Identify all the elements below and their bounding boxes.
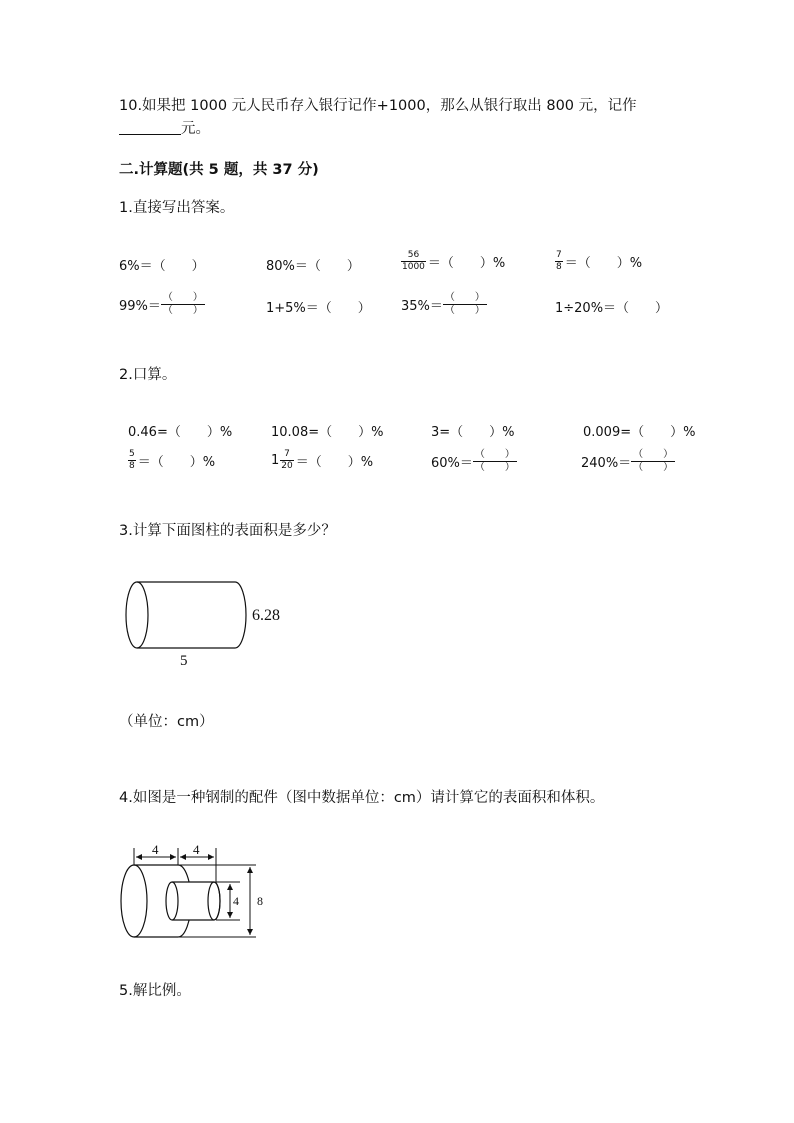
p1-r1-c1: 6%＝（ ）	[119, 259, 205, 274]
length-label: 5	[180, 653, 188, 669]
p2-r1-c4: 0.009=（ ）%	[583, 425, 696, 440]
p2-r2-c2: 1 $\frac{7}{20}$ ＝（ ）%	[271, 449, 374, 471]
blank-fraction[interactable]: $\frac{( )}{( )}$	[444, 292, 485, 316]
answer-blank[interactable]	[119, 119, 181, 135]
fraction: $\frac{7}{20}$	[281, 449, 293, 471]
height-label: 6.28	[252, 607, 280, 624]
p1-r2-c1: 99%＝ $\frac{( )}{( )}$	[119, 292, 203, 316]
fraction: $\frac{56}{1000}$	[402, 250, 425, 272]
p1-r1-c3: $\frac{56}{1000}$ ＝（ ）%	[402, 250, 506, 272]
blank-fraction[interactable]: $\frac{( )}{( )}$	[474, 449, 515, 473]
problem-3-title: 3.计算下面图柱的表面积是多少？	[119, 523, 336, 539]
blank-fraction[interactable]: $\frac{( )}{( )}$	[162, 292, 203, 316]
question-10-suffix: 元。	[181, 121, 210, 137]
p1-r2-c3: 35%＝ $\frac{( )}{( )}$	[401, 292, 485, 316]
outer-cylinder-left-face	[121, 865, 147, 937]
p2-r1-c2: 10.08=（ ）%	[271, 425, 384, 440]
outer-diameter-label: 8	[257, 894, 263, 908]
p2-r2-c1: $\frac{5}{8}$ ＝（ ）%	[129, 449, 216, 471]
blank-fraction[interactable]: $\frac{( )}{( )}$	[633, 449, 674, 473]
p2-r1-c1: 0.46=（ ）%	[128, 425, 233, 440]
section-heading: 二.计算题(共 5 题，共 37 分)	[119, 162, 319, 178]
problem-1-title: 1.直接写出答案。	[119, 200, 235, 216]
steel-part-diagram	[120, 840, 280, 945]
p1-r1-c4: $\frac{7}{8}$ ＝（ ）%	[556, 250, 643, 272]
problem-2-title: 2.口算。	[119, 367, 177, 383]
unit-note: （单位：cm）	[119, 714, 214, 730]
length-label-b: 4	[193, 842, 200, 857]
p1-r1-c2: 80%＝（ ）	[266, 259, 360, 274]
p2-r1-c3: 3=（ ）%	[431, 425, 515, 440]
length-label-a: 4	[152, 842, 159, 857]
p2-r2-c3: 60%＝ $\frac{( )}{( )}$	[431, 449, 515, 473]
inner-cylinder-left-face	[166, 882, 178, 920]
cylinder-diagram	[120, 575, 300, 675]
p1-r2-c2: 1+5%＝（ ）	[266, 301, 371, 316]
fraction: $\frac{7}{8}$	[556, 250, 562, 272]
inner-diameter-label: 4	[233, 894, 239, 908]
p2-r2-c4: 240%＝ $\frac{( )}{( )}$	[581, 449, 674, 473]
fraction: $\frac{5}{8}$	[129, 449, 135, 471]
p1-r2-c4: 1÷20%＝（ ）	[555, 301, 669, 316]
question-10-line1: 10.如果把 1000 元人民币存入银行记作+1000，那么从银行取出 800 元，记作	[119, 98, 637, 114]
question-10-line2	[119, 119, 210, 138]
problem-4-title: 4.如图是一种钢制的配件（图中数据单位：cm）请计算它的表面积和体积。	[119, 790, 605, 806]
inner-cylinder-body	[172, 882, 220, 920]
cylinder-left-face	[126, 582, 148, 648]
problem-5-title: 5.解比例。	[119, 983, 191, 999]
cylinder-body	[137, 582, 246, 648]
